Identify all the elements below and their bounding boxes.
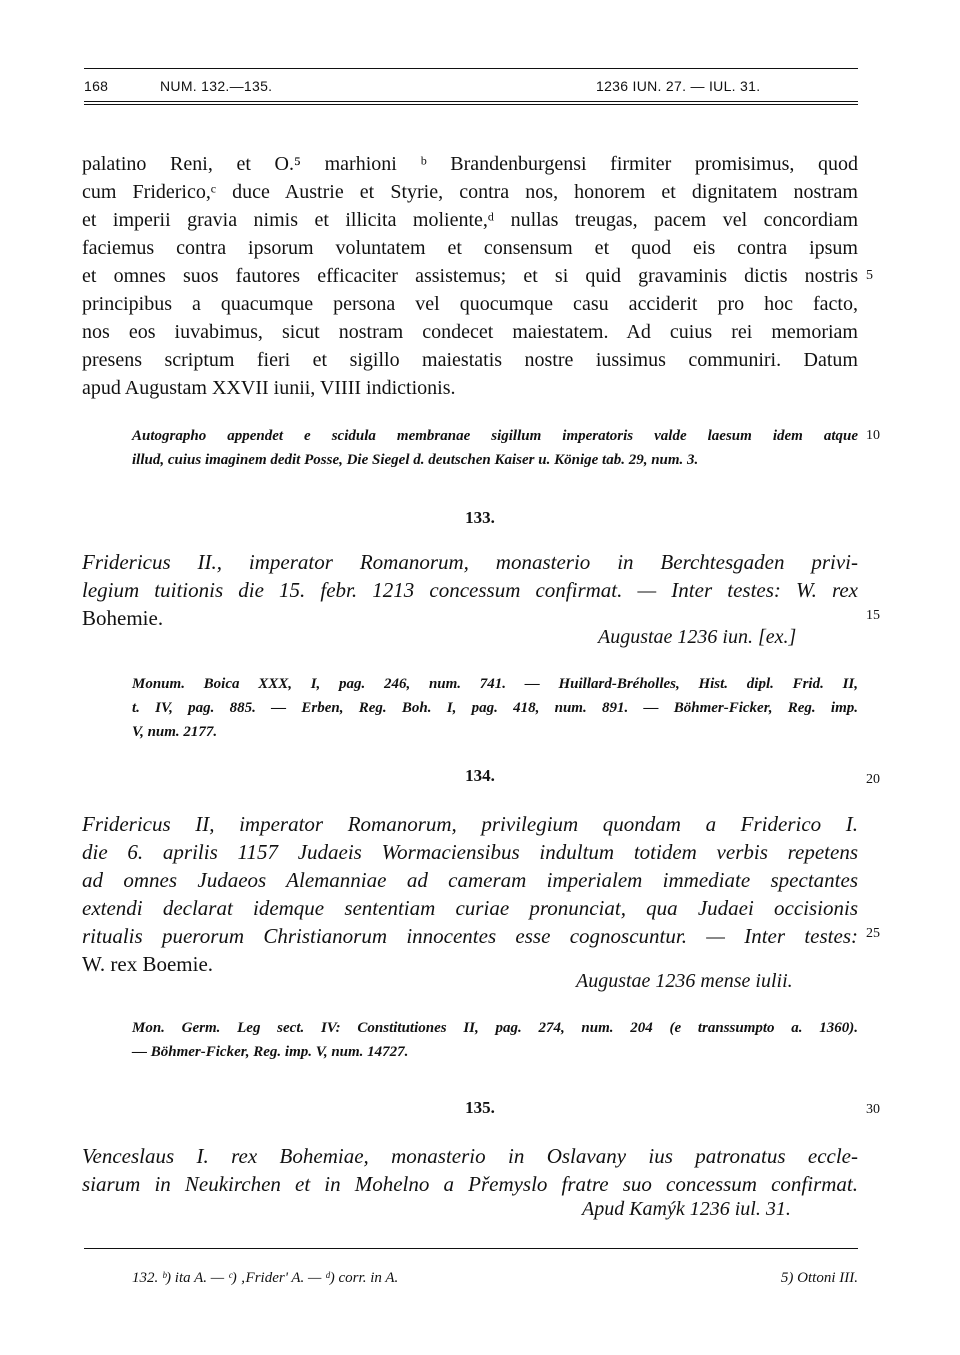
regest-line: Fridericus II, imperator Romanorum, privilegium quondam a Friderico I. [82, 812, 858, 836]
document-134-number: 134. [465, 766, 495, 785]
date-range: 1236 IUN. 27. — IUL. 31. [596, 78, 761, 94]
document-134-sources [132, 1016, 858, 1064]
text-line: cum Friderico,ᶜ duce Austrie et Styrie, contra nos, honorem et dignitatem nostram [82, 181, 858, 203]
regest-line: ritualis puerorum Christianorum innocentes esse cognoscuntur. — Inter testes: [82, 924, 858, 948]
page-number: 168 [84, 78, 109, 94]
regest-line: W. rex Boemie. [82, 952, 214, 976]
text-line: nos eos iuvabimus, sicut nostram condecet maiestatem. Ad cuius rei memoriam [82, 321, 858, 343]
document-135-dateline: Apud Kamýk 1236 iul. 31. [582, 1198, 791, 1220]
header-bottom-rule-thin [84, 104, 858, 105]
document-132-note [132, 424, 858, 472]
document-133-regest [82, 548, 858, 632]
regest-line: ad omnes Judaeos Alemanniae ad cameram imperialem immediate spectantes [82, 868, 858, 892]
regest-line: Fridericus II., imperator Romanorum, monasterio in Berchtesgaden privi- [82, 550, 858, 574]
text-line: palatino Reni, et O.⁵ marhioni ᵇ Brandenburgensi firmiter promisimus, quod [82, 153, 858, 175]
text-line: et omnes suos fautores efficaciter assistemus; et si quid gravaminis dictis nostris [82, 265, 858, 287]
text-line: faciemus contra ipsorum voluntatem et consensum et quod eis contra ipsum [82, 237, 858, 259]
document-133-number: 133. [465, 508, 495, 527]
text-line: presens scriptum fieri et sigillo maiestatis nostre iussimus communiri. Datum [82, 349, 858, 371]
header-bottom-rule [84, 101, 858, 102]
section-range: NUM. 132.—135. [160, 78, 273, 94]
regest-line: Bohemie. [82, 606, 164, 630]
source-line: t. IV, pag. 885. — Erben, Reg. Boh. I, pag. 418, num. 891. — Böhmer-Ficker, Reg. imp. [132, 700, 858, 716]
source-line: V, num. 2177. [132, 724, 218, 740]
line-number: 30 [866, 1102, 880, 1117]
document-134-dateline: Augustae 1236 mense iulii. [576, 970, 793, 992]
header-top-rule [84, 68, 858, 69]
line-number: 25 [866, 926, 880, 941]
document-132-text [82, 150, 858, 402]
footnote-critical: 132. ᵇ) ita A. — ᶜ) ‚Frider' A. — ᵈ) corr. in A. [132, 1270, 399, 1286]
text-line: et imperii gravia nimis et illicita moliente,ᵈ nullas treugas, pacem vel concordiam [82, 209, 858, 231]
source-line: Monum. Boica XXX, I, pag. 246, num. 741. — Huillard-Bréholles, Hist. dipl. Frid. II, [132, 676, 858, 692]
running-header [84, 74, 858, 96]
text-line: principibus a quacumque persona vel quocumque casu acciderit pro hoc facto, [82, 293, 858, 315]
line-number: 5 [866, 268, 873, 283]
regest-line: Venceslaus I. rex Bohemiae, monasterio in Oslavany ius patronatus eccle- [82, 1144, 858, 1168]
note-line: illud, cuius imaginem dedit Posse, Die Siegel d. deutschen Kaiser u. Könige tab. 29, num. 3. [132, 452, 699, 468]
document-133-dateline: Augustae 1236 iun. [ex.] [598, 626, 797, 648]
document-135-regest [82, 1142, 858, 1198]
line-number: 20 [866, 772, 880, 787]
footnote-historical: 5) Ottoni III. [780, 1270, 858, 1286]
source-line: — Böhmer-Ficker, Reg. imp. V, num. 14727. [132, 1044, 409, 1060]
line-number: 15 [866, 608, 880, 623]
footnote-rule [84, 1248, 858, 1249]
document-133-sources [132, 672, 858, 744]
document-135-number: 135. [465, 1098, 495, 1117]
note-line: Autographo appendet e scidula membranae sigillum imperatoris valde laesum idem atque [132, 428, 858, 444]
regest-line: die 6. aprilis 1157 Judaeis Wormaciensibus indultum totidem verbis repetens [82, 840, 858, 864]
regest-line: extendi declarat idemque sententiam curiae pronunciat, qua Judaei occisionis [82, 896, 858, 920]
line-number: 10 [866, 428, 880, 443]
footnotes [132, 1270, 858, 1287]
regest-line: siarum in Neukirchen et in Mohelno a Přemyslo fratre suo concessum confirmat. [82, 1172, 858, 1196]
source-line: Mon. Germ. Leg sect. IV: Constitutiones II, pag. 274, num. 204 (e transsumpto a. 1360). [132, 1020, 858, 1036]
document-134-regest [82, 810, 858, 978]
text-line: apud Augustam XXVII iunii, VIIII indictionis. [82, 377, 456, 399]
regest-line: legium tuitionis die 15. febr. 1213 concessum confirmat. — Inter testes: W. rex [82, 578, 858, 602]
